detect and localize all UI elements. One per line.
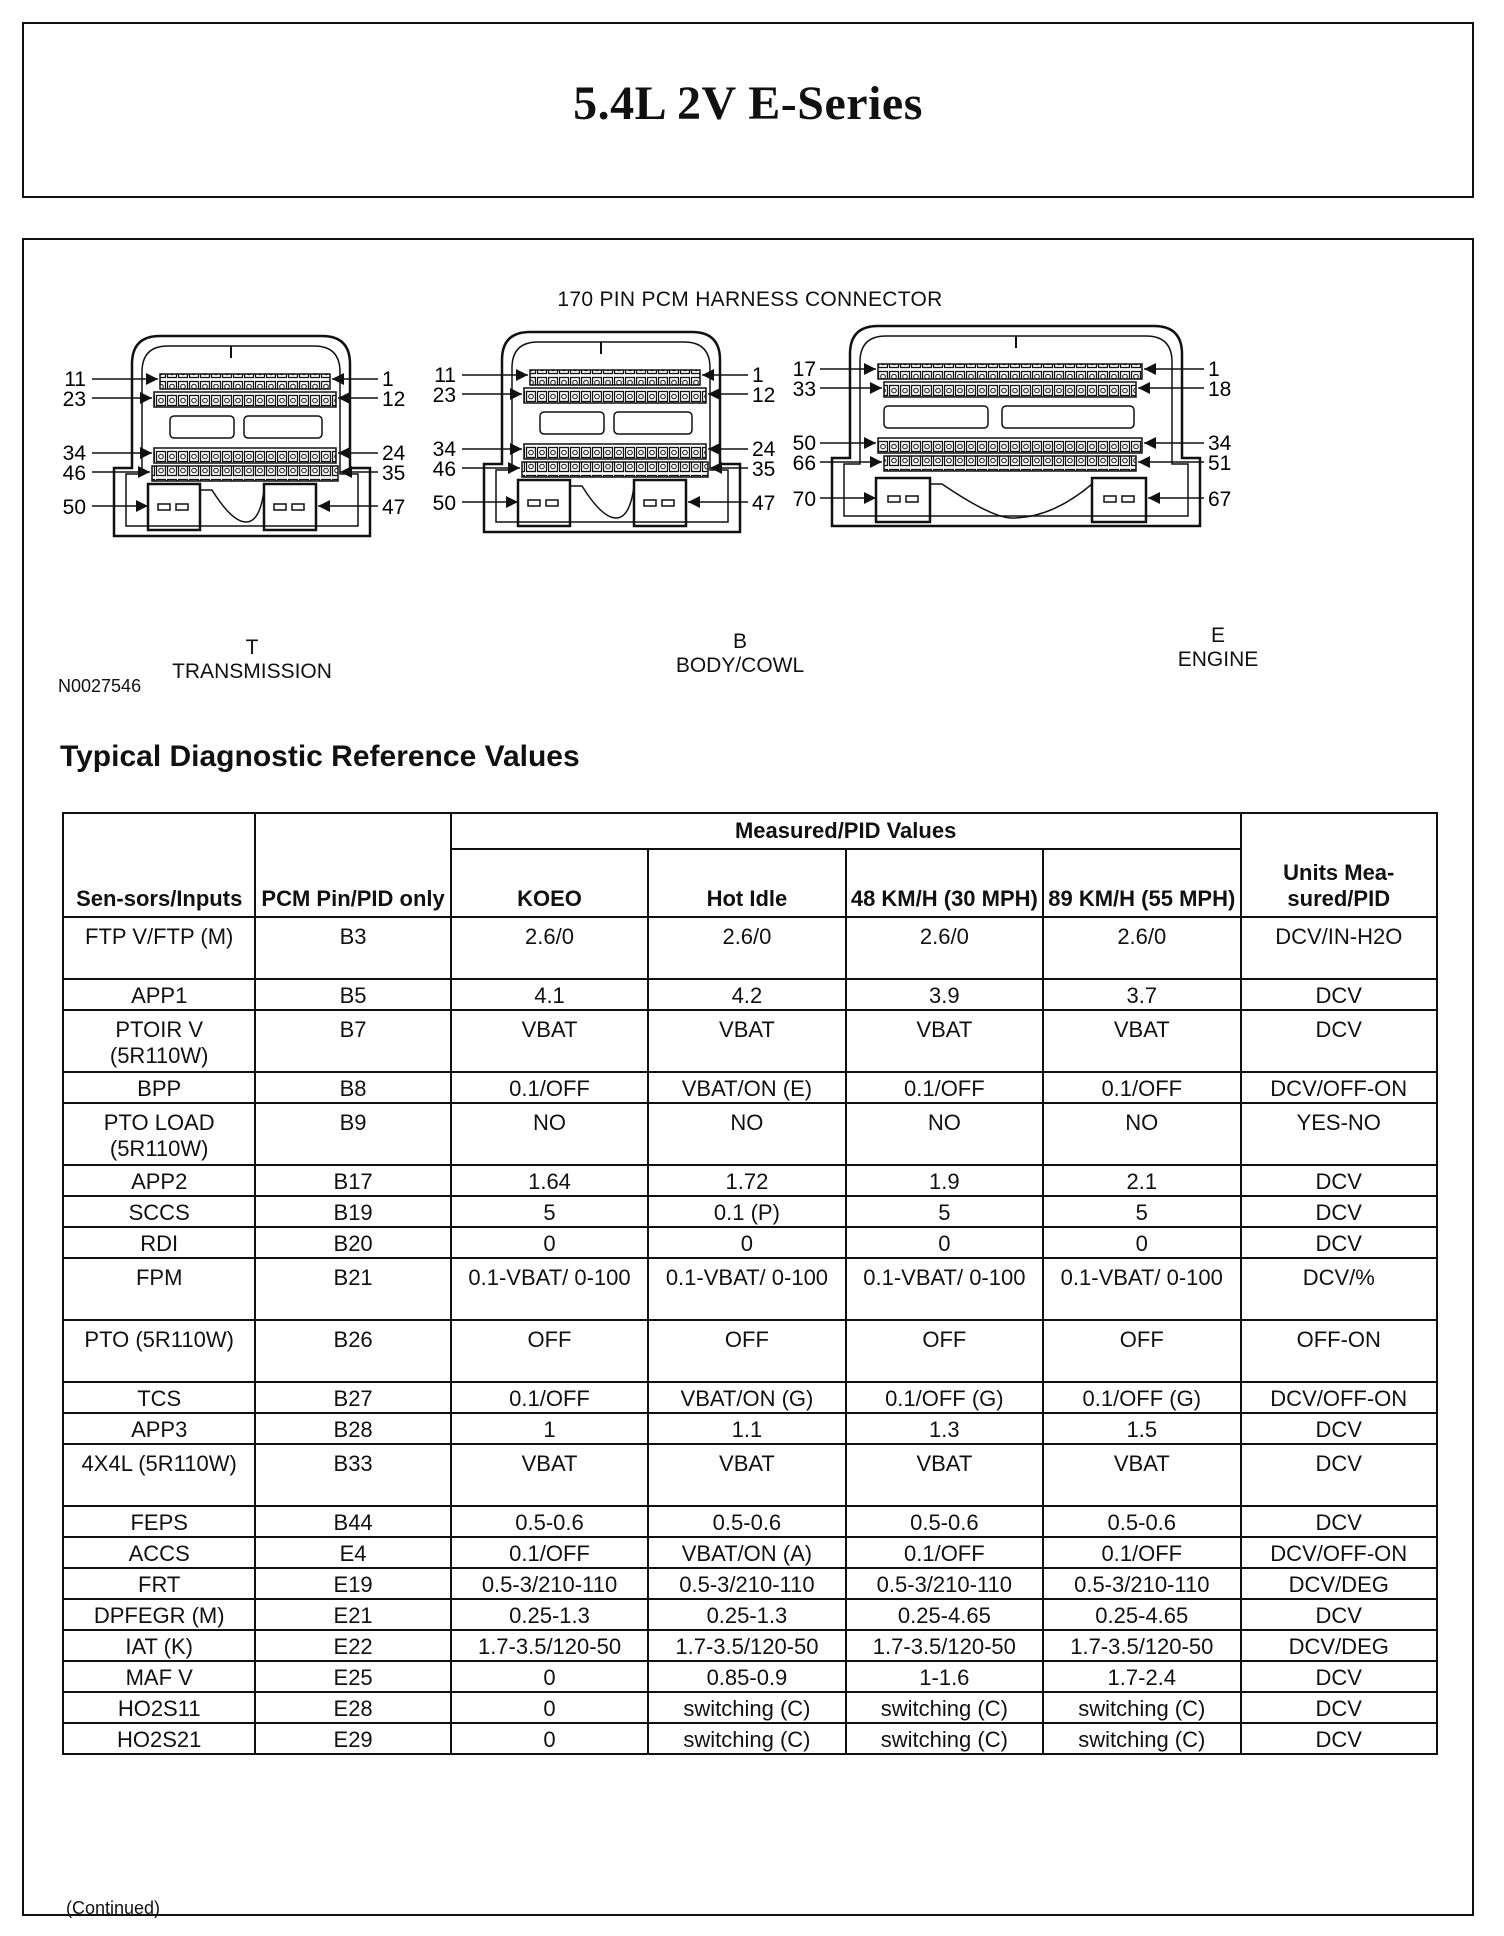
cell-kmh48: 0.1/OFF: [846, 1537, 1043, 1568]
table-row: [63, 1010, 1437, 1072]
header-48kmh: 48 KM/H (30 MPH): [846, 849, 1043, 917]
cell-sensor: APP2: [63, 1165, 255, 1196]
table-row: [63, 1568, 1437, 1599]
table-row: [63, 1103, 1437, 1165]
cell-kmh89: 0.25-4.65: [1043, 1599, 1240, 1630]
cell-pin: E25: [255, 1661, 450, 1692]
table-row: [63, 1165, 1437, 1196]
connector-t: [63, 336, 406, 536]
cell-kmh48: 0.25-4.65: [846, 1599, 1043, 1630]
cell-sensor: IAT (K): [63, 1630, 255, 1661]
cell-sensor: TCS: [63, 1382, 255, 1413]
connector-b: [433, 332, 776, 532]
cell-kmh89: switching (C): [1043, 1723, 1240, 1754]
cell-pin: B28: [255, 1413, 450, 1444]
cell-units: DCV: [1241, 1227, 1438, 1258]
cell-koeo: 0: [451, 1227, 648, 1258]
header-koeo: KOEO: [451, 849, 648, 917]
pin-label: 46: [432, 458, 456, 481]
cell-hot-idle: NO: [648, 1103, 845, 1165]
cell-kmh48: 0.5-3/210-110: [846, 1568, 1043, 1599]
cell-kmh48: 0: [846, 1227, 1043, 1258]
pin-label: 11: [434, 364, 456, 387]
cell-units: DCV: [1241, 1692, 1438, 1723]
cell-pin: B9: [255, 1103, 450, 1165]
cell-sensor: FPM: [63, 1258, 255, 1320]
cell-sensor: SCCS: [63, 1196, 255, 1227]
cell-hot-idle: switching (C): [648, 1723, 845, 1754]
pin-label: 33: [792, 378, 816, 401]
cell-sensor: ACCS: [63, 1537, 255, 1568]
cell-koeo: 1.64: [451, 1165, 648, 1196]
cell-kmh48: switching (C): [846, 1723, 1043, 1754]
cell-sensor: 4X4L (5R110W): [63, 1444, 255, 1506]
cell-hot-idle: 0.25-1.3: [648, 1599, 845, 1630]
pin-label: 1: [752, 364, 764, 387]
pin-label: 47: [382, 496, 406, 519]
cell-hot-idle: 0.1 (P): [648, 1196, 845, 1227]
cell-units: DCV: [1241, 1165, 1438, 1196]
pin-label: 51: [1208, 452, 1232, 475]
table-row: [63, 1661, 1437, 1692]
cell-hot-idle: 2.6/0: [648, 917, 845, 979]
cell-kmh89: OFF: [1043, 1320, 1240, 1382]
connector-letter: B: [732, 630, 747, 653]
pin-label: 24: [752, 438, 776, 461]
pin-label: 70: [792, 488, 816, 511]
cell-kmh48: 0.1-VBAT/ 0-100: [846, 1258, 1043, 1320]
cell-kmh89: 1.7-3.5/120-50: [1043, 1630, 1240, 1661]
pin-label: 50: [432, 492, 456, 515]
cell-units: DCV: [1241, 979, 1438, 1010]
cell-kmh48: 0.5-0.6: [846, 1506, 1043, 1537]
cell-kmh89: 1.5: [1043, 1413, 1240, 1444]
cell-pin: B27: [255, 1382, 450, 1413]
title-box: [22, 22, 1474, 198]
cell-koeo: 0.5-3/210-110: [451, 1568, 648, 1599]
connector-letter: E: [1210, 624, 1225, 647]
cell-kmh48: 2.6/0: [846, 917, 1043, 979]
cell-pin: B33: [255, 1444, 450, 1506]
cell-hot-idle: 0.5-3/210-110: [648, 1568, 845, 1599]
cell-units: DCV: [1241, 1444, 1438, 1506]
page-title: 5.4L 2V E-Series: [573, 77, 923, 130]
pin-label: 34: [432, 438, 456, 461]
cell-units: DCV/IN-H2O: [1241, 917, 1438, 979]
connector-e: [793, 326, 1232, 526]
cell-kmh48: 1.7-3.5/120-50: [846, 1630, 1043, 1661]
cell-pin: B3: [255, 917, 450, 979]
cell-units: DCV/OFF-ON: [1241, 1537, 1438, 1568]
cell-kmh89: 0: [1043, 1227, 1240, 1258]
table-row: [63, 1413, 1437, 1444]
section-title: Typical Diagnostic Reference Values: [60, 740, 580, 773]
cell-koeo: 2.6/0: [451, 917, 648, 979]
cell-kmh89: NO: [1043, 1103, 1240, 1165]
header-hot-idle: Hot Idle: [648, 849, 845, 917]
cell-koeo: OFF: [451, 1320, 648, 1382]
cell-sensor: APP3: [63, 1413, 255, 1444]
cell-units: DCV: [1241, 1506, 1438, 1537]
cell-hot-idle: VBAT/ON (E): [648, 1072, 845, 1103]
cell-pin: B20: [255, 1227, 450, 1258]
table-row: [63, 1196, 1437, 1227]
header-measured-group: Measured/PID Values: [451, 813, 1241, 849]
cell-kmh89: 0.5-3/210-110: [1043, 1568, 1240, 1599]
cell-koeo: VBAT: [451, 1444, 648, 1506]
cell-sensor: HO2S21: [63, 1723, 255, 1754]
cell-koeo: 1.7-3.5/120-50: [451, 1630, 648, 1661]
connector-name: ENGINE: [1177, 648, 1259, 671]
main-panel: [22, 238, 1474, 1916]
cell-units: DCV: [1241, 1010, 1438, 1072]
table-row: [63, 1072, 1437, 1103]
pin-label: 12: [382, 388, 406, 411]
cell-kmh89: 2.6/0: [1043, 917, 1240, 979]
cell-kmh48: 0.1/OFF: [846, 1072, 1043, 1103]
cell-pin: B17: [255, 1165, 450, 1196]
table-row: [63, 1382, 1437, 1413]
cell-koeo: 0.1/OFF: [451, 1382, 648, 1413]
connector-letter: T: [245, 636, 259, 659]
cell-sensor: FEPS: [63, 1506, 255, 1537]
cell-koeo: 5: [451, 1196, 648, 1227]
continued-note: (Continued): [66, 1898, 161, 1918]
cell-hot-idle: 0.1-VBAT/ 0-100: [648, 1258, 845, 1320]
cell-kmh48: 5: [846, 1196, 1043, 1227]
cell-kmh89: 1.7-2.4: [1043, 1661, 1240, 1692]
cell-hot-idle: VBAT: [648, 1010, 845, 1072]
cell-hot-idle: 0: [648, 1227, 845, 1258]
cell-sensor: RDI: [63, 1227, 255, 1258]
pin-label: 47: [752, 492, 776, 515]
pin-label: 50: [792, 432, 816, 455]
header-sensor: Sen-sors/Inputs: [63, 813, 255, 917]
header-units: Units Mea-sured/PID: [1241, 813, 1438, 917]
cell-koeo: 0.1/OFF: [451, 1537, 648, 1568]
cell-koeo: 1: [451, 1413, 648, 1444]
table-row: [63, 1537, 1437, 1568]
cell-kmh48: NO: [846, 1103, 1043, 1165]
cell-kmh89: 5: [1043, 1196, 1240, 1227]
cell-kmh48: 1-1.6: [846, 1661, 1043, 1692]
connector-t-label: [142, 636, 362, 684]
cell-sensor: FTP V/FTP (M): [63, 917, 255, 979]
header-pin: PCM Pin/PID only: [255, 813, 450, 917]
cell-pin: E4: [255, 1537, 450, 1568]
cell-pin: B21: [255, 1258, 450, 1320]
cell-kmh89: 2.1: [1043, 1165, 1240, 1196]
cell-sensor: BPP: [63, 1072, 255, 1103]
cell-hot-idle: VBAT: [648, 1444, 845, 1506]
cell-pin: B5: [255, 979, 450, 1010]
cell-units: DCV: [1241, 1723, 1438, 1754]
cell-kmh89: VBAT: [1043, 1444, 1240, 1506]
connector-diagram: [24, 240, 1476, 680]
cell-pin: E29: [255, 1723, 450, 1754]
cell-sensor: APP1: [63, 979, 255, 1010]
cell-units: DCV/OFF-ON: [1241, 1382, 1438, 1413]
cell-hot-idle: OFF: [648, 1320, 845, 1382]
cell-kmh89: 3.7: [1043, 979, 1240, 1010]
table-row: [63, 1630, 1437, 1661]
cell-kmh89: 0.1/OFF (G): [1043, 1382, 1240, 1413]
cell-koeo: VBAT: [451, 1010, 648, 1072]
pin-label: 46: [62, 462, 86, 485]
cell-koeo: 0: [451, 1723, 648, 1754]
cell-units: DCV: [1241, 1196, 1438, 1227]
pin-label: 12: [752, 384, 776, 407]
cell-pin: E28: [255, 1692, 450, 1723]
cell-kmh89: 0.1/OFF: [1043, 1537, 1240, 1568]
pin-label: 67: [1208, 488, 1232, 511]
table-row: [63, 1320, 1437, 1382]
cell-units: DCV/%: [1241, 1258, 1438, 1320]
table-row: [63, 1258, 1437, 1320]
cell-hot-idle: 4.2: [648, 979, 845, 1010]
cell-koeo: 4.1: [451, 979, 648, 1010]
cell-koeo: 0.5-0.6: [451, 1506, 648, 1537]
cell-units: DCV: [1241, 1661, 1438, 1692]
cell-units: OFF-ON: [1241, 1320, 1438, 1382]
pin-label: 50: [62, 496, 86, 519]
pin-label: 17: [792, 358, 816, 381]
connector-name: TRANSMISSION: [172, 660, 332, 683]
cell-koeo: 0.1-VBAT/ 0-100: [451, 1258, 648, 1320]
connector-name: BODY/COWL: [675, 654, 805, 677]
cell-hot-idle: 1.7-3.5/120-50: [648, 1630, 845, 1661]
figure-reference-code: N0027546: [58, 676, 142, 696]
cell-kmh48: 1.3: [846, 1413, 1043, 1444]
cell-pin: E22: [255, 1630, 450, 1661]
pin-label: 1: [1208, 358, 1220, 381]
cell-units: DCV: [1241, 1413, 1438, 1444]
cell-pin: E19: [255, 1568, 450, 1599]
cell-kmh89: 0.1/OFF: [1043, 1072, 1240, 1103]
pin-label: 1: [382, 368, 394, 391]
cell-koeo: 0: [451, 1692, 648, 1723]
cell-units: DCV: [1241, 1599, 1438, 1630]
cell-kmh48: 0.1/OFF (G): [846, 1382, 1043, 1413]
cell-hot-idle: VBAT/ON (G): [648, 1382, 845, 1413]
cell-hot-idle: 1.72: [648, 1165, 845, 1196]
cell-pin: B44: [255, 1506, 450, 1537]
cell-sensor: PTO (5R110W): [63, 1320, 255, 1382]
pin-label: 24: [382, 442, 406, 465]
table-row: [63, 1599, 1437, 1630]
header-89kmh: 89 KM/H (55 MPH): [1043, 849, 1240, 917]
pin-label: 11: [64, 368, 86, 391]
cell-units: DCV/DEG: [1241, 1630, 1438, 1661]
cell-kmh89: 0.1-VBAT/ 0-100: [1043, 1258, 1240, 1320]
pin-label: 34: [1208, 432, 1232, 455]
cell-sensor: FRT: [63, 1568, 255, 1599]
pin-label: 35: [382, 462, 406, 485]
cell-pin: B26: [255, 1320, 450, 1382]
cell-hot-idle: 1.1: [648, 1413, 845, 1444]
cell-kmh48: switching (C): [846, 1692, 1043, 1723]
cell-pin: B8: [255, 1072, 450, 1103]
pin-label: 35: [752, 458, 776, 481]
cell-koeo: 0.1/OFF: [451, 1072, 648, 1103]
connector-title: 170 PIN PCM HARNESS CONNECTOR: [557, 288, 943, 311]
cell-sensor: DPFEGR (M): [63, 1599, 255, 1630]
cell-koeo: NO: [451, 1103, 648, 1165]
connector-e-label: [1108, 624, 1328, 672]
pin-label: 66: [792, 452, 816, 475]
cell-kmh48: VBAT: [846, 1444, 1043, 1506]
cell-kmh48: 1.9: [846, 1165, 1043, 1196]
cell-hot-idle: VBAT/ON (A): [648, 1537, 845, 1568]
table-body: [63, 917, 1437, 1754]
cell-units: DCV/OFF-ON: [1241, 1072, 1438, 1103]
pin-label: 34: [62, 442, 86, 465]
table-row: [63, 1227, 1437, 1258]
pin-label: 23: [432, 384, 456, 407]
cell-kmh89: VBAT: [1043, 1010, 1240, 1072]
table-row: [63, 1506, 1437, 1537]
cell-kmh48: VBAT: [846, 1010, 1043, 1072]
cell-koeo: 0.25-1.3: [451, 1599, 648, 1630]
cell-hot-idle: 0.85-0.9: [648, 1661, 845, 1692]
cell-sensor: PTOIR V (5R110W): [63, 1010, 255, 1072]
cell-units: YES-NO: [1241, 1103, 1438, 1165]
table-row: [63, 1723, 1437, 1754]
cell-pin: B19: [255, 1196, 450, 1227]
cell-hot-idle: 0.5-0.6: [648, 1506, 845, 1537]
cell-kmh89: switching (C): [1043, 1692, 1240, 1723]
pin-label: 18: [1208, 378, 1232, 401]
table-row: [63, 917, 1437, 979]
cell-kmh48: 3.9: [846, 979, 1043, 1010]
reference-values-table: [62, 812, 1438, 1755]
cell-hot-idle: switching (C): [648, 1692, 845, 1723]
table-row: [63, 979, 1437, 1010]
cell-units: DCV/DEG: [1241, 1568, 1438, 1599]
cell-kmh48: OFF: [846, 1320, 1043, 1382]
connector-b-label: [630, 630, 850, 678]
pin-label: 23: [62, 388, 86, 411]
cell-kmh89: 0.5-0.6: [1043, 1506, 1240, 1537]
cell-pin: B7: [255, 1010, 450, 1072]
table-row: [63, 1692, 1437, 1723]
cell-koeo: 0: [451, 1661, 648, 1692]
table-row: [63, 1444, 1437, 1506]
cell-sensor: PTO LOAD (5R110W): [63, 1103, 255, 1165]
cell-pin: E21: [255, 1599, 450, 1630]
cell-sensor: MAF V: [63, 1661, 255, 1692]
cell-sensor: HO2S11: [63, 1692, 255, 1723]
